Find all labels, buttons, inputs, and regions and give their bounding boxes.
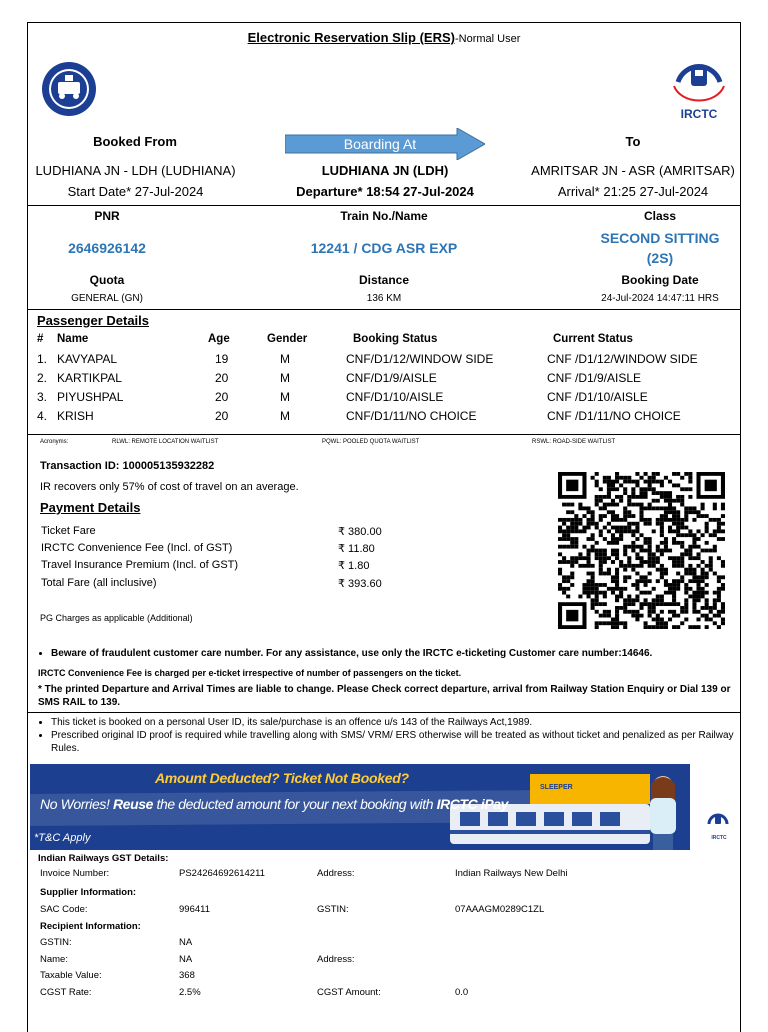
- row-number: 1.: [37, 352, 48, 366]
- arrival-time: Arrival* 21:25 27-Jul-2024: [557, 184, 709, 199]
- insurance-value: ₹ 1.80: [338, 560, 370, 572]
- acronyms-label: Acronyms:: [40, 439, 69, 445]
- ticket-fare-value: ₹ 380.00: [338, 526, 382, 538]
- current-status: CNF /D1/12/WINDOW SIDE: [547, 352, 698, 366]
- col-gender: Gender: [267, 333, 308, 345]
- distance-value: 136 KM: [366, 293, 402, 304]
- cgst-rate-label: CGST Rate:: [40, 987, 92, 998]
- recipient-name: NA: [179, 954, 193, 965]
- passenger-name: PIYUSHPAL: [57, 390, 124, 404]
- booking-status: CNF/D1/10/AISLE: [346, 390, 444, 404]
- cgst-amount: 0.0: [455, 987, 469, 998]
- col-age: Age: [208, 333, 230, 345]
- sac-code: 996411: [179, 904, 210, 915]
- recipient-address-label: Address:: [317, 954, 355, 965]
- convenience-fee-value: ₹ 11.80: [338, 543, 375, 555]
- divider: [27, 712, 741, 713]
- passenger-gender: M: [280, 390, 290, 404]
- banner-irctc-logo-icon: [706, 810, 730, 832]
- banner-reuse: Reuse: [113, 796, 154, 812]
- train-label: Train No./Name: [340, 209, 428, 223]
- row-number: 4.: [37, 409, 48, 423]
- divider: [27, 434, 741, 435]
- banner-no-worries: No Worries!: [40, 796, 110, 812]
- passenger-name: KARTIKPAL: [57, 371, 122, 385]
- table-row: [37, 371, 737, 390]
- sac-label: SAC Code:: [40, 904, 88, 915]
- col-booking-status: Booking Status: [353, 333, 438, 345]
- address-label: Address:: [317, 868, 355, 879]
- pnr-label: PNR: [94, 209, 120, 223]
- passenger-gender: M: [280, 409, 290, 423]
- total-fare-label: Total Fare (all inclusive): [41, 577, 157, 589]
- times-notice: * The printed Departure and Arrival Times are liable to change. Please Check correct departure, arrival from Railway Station Enquiry or Dial 139 or SMS RAIL to 139.: [38, 684, 731, 708]
- table-row: [37, 352, 737, 371]
- passenger-age: 20: [215, 371, 229, 385]
- current-status: CNF /D1/9/AISLE: [547, 371, 642, 385]
- booking-status: CNF/D1/11/NO CHOICE: [346, 409, 477, 423]
- convenience-fee-label: IRCTC Convenience Fee (Incl. of GST): [41, 542, 233, 554]
- invoice-label: Invoice Number:: [40, 868, 110, 879]
- quota-value: GENERAL (GN): [71, 293, 143, 304]
- passenger-gender: M: [280, 371, 290, 385]
- gst-title: Indian Railways GST Details:: [38, 853, 169, 864]
- row-number: 3.: [37, 390, 48, 404]
- insurance-label: Travel Insurance Premium (Incl. of GST): [41, 559, 239, 571]
- passenger-name: KRISH: [57, 409, 94, 423]
- passenger-name: KAVYAPAL: [57, 352, 118, 366]
- quota-label: Quota: [89, 273, 125, 287]
- distance-label: Distance: [358, 273, 410, 287]
- acronym-rlwl: RLWL: REMOTE LOCATION WAITLIST: [112, 439, 219, 445]
- payment-details-title: Payment Details: [40, 500, 141, 515]
- table-row: [37, 409, 737, 428]
- fee-notice: IRCTC Convenience Fee is charged per e-ticket irrespective of number of passengers on the ticket.: [38, 668, 462, 678]
- passenger-table-header: [37, 333, 737, 352]
- passenger-gender: M: [280, 352, 290, 366]
- irctc-logo-icon: [668, 52, 730, 102]
- rule-bullet-2: • Prescribed original ID proof is required while travelling along with SMS/ VRM/ ERS otherwise will be treated as without ticket and penalized as per Railway Rules.: [51, 729, 737, 755]
- current-status: CNF /D1/10/AISLE: [547, 390, 648, 404]
- current-status: CNF /D1/11/NO CHOICE: [547, 409, 681, 423]
- banner-tc: *T&C Apply: [34, 832, 91, 844]
- banner-brand: IRCTC iPay: [436, 796, 509, 812]
- booking-status: CNF/D1/9/AISLE: [346, 371, 437, 385]
- divider: [27, 309, 741, 310]
- recipient-title: Recipient Information:: [40, 921, 141, 932]
- banner-irctc-label: IRCTC: [711, 835, 727, 841]
- booking-date-label: Booking Date: [621, 273, 699, 287]
- class-label: Class: [643, 209, 677, 223]
- taxable-value: 368: [179, 970, 195, 981]
- passenger-age: 20: [215, 390, 229, 404]
- start-date: Start Date* 27-Jul-2024: [67, 184, 204, 199]
- passenger-age: 20: [215, 409, 229, 423]
- acronym-pqwl: PQWL: POOLED QUOTA WAITLIST: [322, 439, 420, 445]
- banner-headline: Amount Deducted? Ticket Not Booked?: [155, 770, 409, 786]
- gstin-value: 07AAAGM0289C1ZL: [455, 904, 545, 915]
- invoice-number: PS24264692614211: [179, 868, 265, 879]
- recovery-note: IR recovers only 57% of cost of travel on an average.: [40, 481, 299, 493]
- row-number: 2.: [37, 371, 48, 385]
- supplier-title: Supplier Information:: [40, 887, 137, 898]
- col-number: #: [37, 333, 44, 345]
- recipient-gstin-label: GSTIN:: [40, 937, 72, 948]
- ticket-fare-label: Ticket Fare: [41, 525, 96, 537]
- fraud-notice-text: • Beware of fraudulent customer care number. For any assistance, use only the IRCTC e-ticketing Customer care number:14646.: [51, 648, 737, 659]
- cgst-rate: 2.5%: [179, 987, 201, 998]
- ipay-banner[interactable]: [30, 764, 740, 850]
- taxable-label: Taxable Value:: [40, 970, 102, 981]
- boarding-station: LUDHIANA JN (LDH): [321, 163, 449, 178]
- pg-charges-note: PG Charges as applicable (Additional): [40, 613, 193, 623]
- divider: [27, 205, 741, 206]
- fraud-notice: [37, 648, 737, 659]
- departure-time: Departure* 18:54 27-Jul-2024: [296, 184, 474, 199]
- cgst-amount-label: CGST Amount:: [317, 987, 381, 998]
- to-station: AMRITSAR JN - ASR (AMRITSAR): [531, 163, 735, 178]
- indian-railways-logo-icon: [38, 60, 100, 118]
- qr-code-icon: [558, 472, 725, 629]
- irctc-logo-label: IRCTC: [680, 107, 718, 121]
- train-number-name: 12241 / CDG ASR EXP: [310, 240, 458, 256]
- booked-from-label: Booked From: [93, 134, 177, 149]
- pnr-number: 2646926142: [68, 240, 146, 256]
- address-value: Indian Railways New Delhi: [455, 868, 568, 879]
- class-name: SECOND SITTING: [600, 230, 720, 246]
- to-label: To: [625, 134, 641, 149]
- banner-coach-text: SLEEPER: [540, 784, 573, 791]
- rule-bullet-1: • This ticket is booked on a personal User ID, its sale/purchase is an offence u/s 143 of the Railways Act,1989.: [51, 716, 737, 729]
- from-station: LUDHIANA JN - LDH (LUDHIANA): [35, 163, 236, 178]
- col-name: Name: [57, 333, 89, 345]
- recipient-name-label: Name:: [40, 954, 68, 965]
- passenger-details-title: Passenger Details: [37, 313, 150, 328]
- recipient-gstin: NA: [179, 937, 193, 948]
- banner-tagline: [40, 796, 508, 812]
- booking-date-value: 24-Jul-2024 14:47:11 HRS: [601, 293, 719, 304]
- banner-rest: the deducted amount for your next booking with: [156, 796, 434, 812]
- col-current-status: Current Status: [553, 333, 633, 345]
- class-code: (2S): [646, 250, 674, 266]
- rules-notice: [37, 716, 737, 755]
- ers-title: Electronic Reservation Slip (ERS): [247, 30, 455, 45]
- gstin-label: GSTIN:: [317, 904, 349, 915]
- page-title: [0, 30, 768, 45]
- total-fare-value: ₹ 393.60: [338, 578, 382, 590]
- booking-status: CNF/D1/12/WINDOW SIDE: [346, 352, 494, 366]
- ers-subtitle: -Normal User: [454, 33, 521, 45]
- passenger-age: 19: [215, 352, 229, 366]
- boarding-at-label: Boarding At: [343, 136, 417, 152]
- transaction-id: Transaction ID: 100005135932282: [40, 460, 215, 472]
- acronym-rswl: RSWL: ROAD-SIDE WAITLIST: [532, 439, 616, 445]
- table-row: [37, 390, 737, 409]
